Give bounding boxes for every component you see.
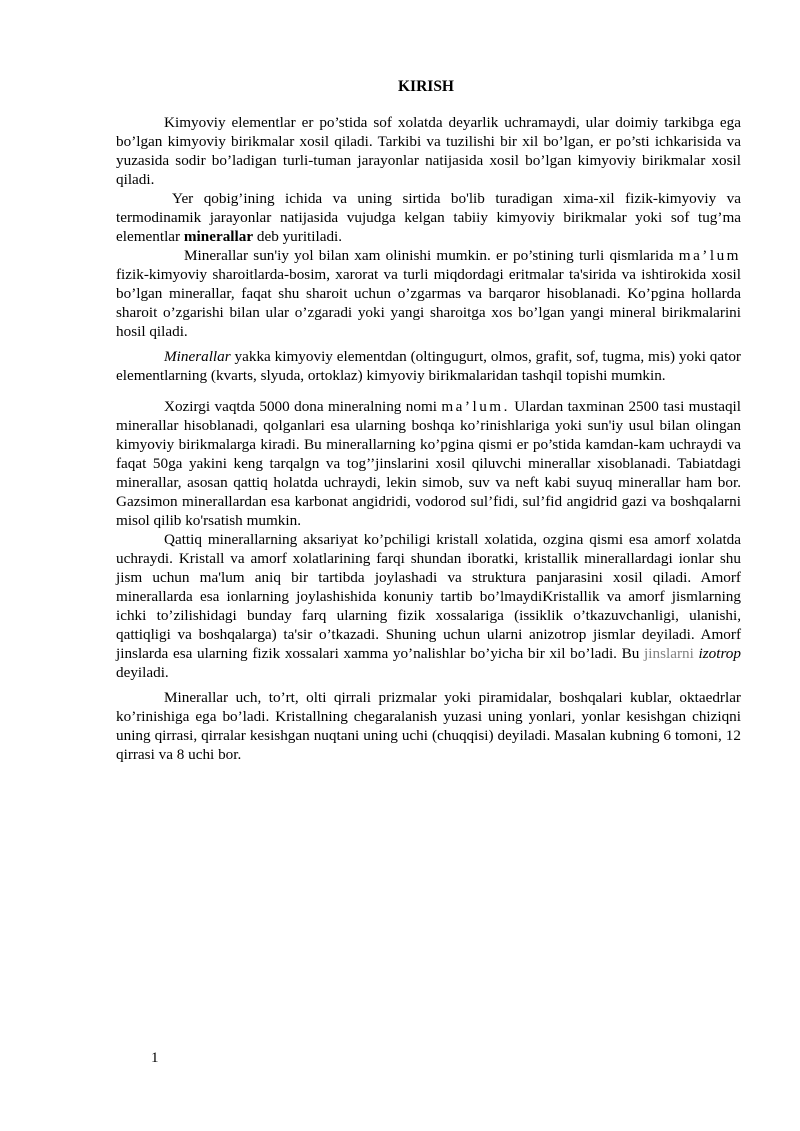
paragraph-5-text-a: Xozirgi vaqtda 5000 dona mineralning nomi — [164, 398, 442, 415]
paragraph-2-text-b: deb yuritiladi. — [253, 228, 343, 245]
italic-term-izotrop: izotrop — [698, 645, 741, 662]
bold-term-minerallar: minerallar — [183, 228, 254, 245]
grey-term-jinslarni: jinslarni — [644, 645, 694, 662]
paragraph-6-text-a: Qattiq minerallarning aksariyat ko’pchiligi kristall xolatida, ozgina qismi esa amorf xolatda uchraydi. Kristall va amorf xolatlarining farqi shundan iboratki, kristallik minerallardagi ionlar shu jism uchun ma'lum aniq bir tartibda joylashadi va struktura panjarasini xosil qiladi. Amorf minerallarda esa ionlarning joylashishida konuniy tartib bo’lmaydiKristallik va amorf jismlarning ichki to’zilishidagi bunday farq ularning fizik xossalariga (issiklik o’tkazuvchanligi, ulanishi, qattiqligi va boshqalarga) ta'sir o’tkazadi. Shuning uchun ularni anizotrop jismlar deyiladi. Amorf jinslarda esa ularning fizik xossalari xamma yo’nalishlar bo’yicha bir xil bo’ladi. Bu — [116, 531, 741, 662]
document-body — [116, 113, 741, 764]
paragraph-2 — [116, 189, 741, 246]
page-title: KIRISH — [398, 78, 454, 95]
spaced-term-malum-2: ma’lum. — [441, 398, 510, 415]
paragraph-3 — [116, 246, 741, 341]
paragraph-1: Kimyoviy elementlar er po’stida sof xolatda deyarlik uchramaydi, ular doimiy tarkibga ega bo’lgan kimyoviy birikmalar xosil qiladi. Tarkibi va tuzilishi bir xil bo’lgan, er po’sti ichkarisida va yuzasida sodir bo’ladigan turli-tuman jarayonlar natijasida xosil bo’lgan kimyoviy birikmalar xosil qiladi. — [116, 114, 741, 188]
page-number: 1 — [151, 1050, 159, 1066]
spaced-term-malum: ma’lum — [678, 247, 741, 264]
paragraph-7: Minerallar uch, to’rt, olti qirrali prizmalar yoki piramidalar, boshqalari kublar, oktaedrlar ko’rinishiga ega bo’ladi. Kristallning chegaralanish yuzasi uning yonlari, yonlar kesishgan chiziqni uning qirrasi, qirralar kesishgan nuqtani uning uchi (chuqqisi) deyiladi. Masalan kubning 6 tomoni, 12 qirrasi va 8 uchi bor. — [116, 689, 741, 763]
paragraph-2-text-a: Yer qobig’ining ichida va uning sirtida bo'lib turadigan xima-xil fizik-kimyoviy va termodinamik jarayonlar natijasida vujudga kelgan tabiiy kimyoviy birikmalar yoki sof tug’ma elementlar — [116, 190, 741, 245]
italic-term-minerallar: Minerallar — [164, 348, 231, 365]
paragraph-5-text-b: Ulardan taxminan 2500 tasi mustaqil minerallar hisoblanadi, qolganlari esa ularning boshqa ko’rinishlariga yoki sun'iy usul bilan olingan kimyoviy birikmalarga kiradi. Bu minerallarning ko’pgina qismi er po’stida kamdan-kam uchraydi va faqat 50ga yakini keng tarqalgn va tog’’jinslarini xosil qiluvchi minerallar xisoblanadi. Tabiatdagi minerallar, asosan qattiq holatda uchraydi, lekin simob, suv va neft kabi suyuq minerallar ham bor. Gazsimon minerallardan esa karbonat angidridi, vodorod sul’fidi, sul’fid angidrid gazi va boshqalarni misol qilib ko'rsatish mumkin. — [116, 398, 741, 529]
paragraph-4 — [116, 347, 741, 385]
paragraph-6 — [116, 530, 741, 682]
paragraph-6-text-b: deyiladi. — [116, 664, 169, 681]
paragraph-5 — [116, 397, 741, 530]
paragraph-3-text-b: fizik-kimyoviy sharoitlarda-bosim, xarorat va turli miqdordagi eritmalar ta'sirida va ishtirokida xosil bo’lgan minerallar, faqat shu sharoit uchun o’zgarmas va barqaror hisoblanadi. Ko’pgina hollarda sharoit o’zgarishi bilan ular o’zgaradi yoki yangi sharoitga xos bo’lgan yangi mineral birikmalarini hosil qiladi. — [116, 266, 741, 340]
paragraph-3-text-a: Minerallar sun'iy yol bilan xam olinishi mumkin. er po’stining turli qismlarida — [184, 247, 679, 264]
paragraph-4-text: yakka kimyoviy elementdan (oltingugurt, olmos, grafit, sof, tugma, mis) yoki qator elementlarning (kvarts, slyuda, ortoklaz) kimyoviy birikmalaridan tashqil topishi mumkin. — [116, 348, 741, 384]
